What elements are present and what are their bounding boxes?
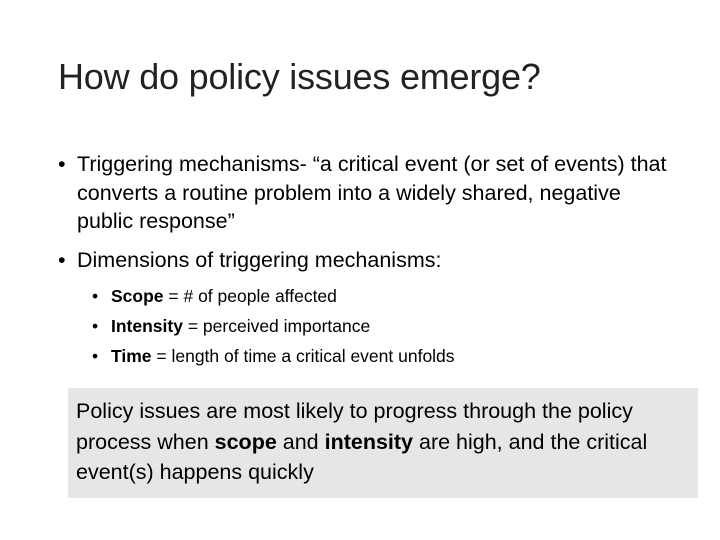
callout-bold-scope: scope bbox=[214, 429, 277, 454]
callout-bold-intensity: intensity bbox=[324, 429, 414, 454]
sub-bullet-list bbox=[92, 281, 678, 371]
bullet-triggering-mechanisms bbox=[58, 150, 678, 236]
bullet-dimensions bbox=[58, 246, 678, 275]
definition-scope: = # of people affected bbox=[163, 286, 337, 306]
bullet-text: Triggering mechanisms- “a critical event (or set of events) that converts a routine problem into a widely shared, negative public response” bbox=[77, 152, 667, 233]
bullet-marker: • bbox=[58, 247, 66, 272]
term-intensity: Intensity bbox=[111, 316, 183, 336]
callout-text-3: are high, and the critical event(s) happens quickly bbox=[76, 429, 648, 484]
definition-time: = length of time a critical event unfolds bbox=[151, 346, 455, 366]
definition-intensity: = perceived importance bbox=[182, 316, 371, 336]
sub-bullet-scope bbox=[92, 281, 678, 311]
slide-title: How do policy issues emerge? bbox=[58, 56, 541, 97]
bullet-list bbox=[58, 150, 678, 371]
sub-bullet-marker: • bbox=[92, 286, 99, 306]
sub-bullet-marker: • bbox=[92, 316, 99, 336]
callout-box bbox=[68, 388, 698, 498]
bullet-marker: • bbox=[58, 152, 66, 176]
term-time: Time bbox=[111, 346, 152, 366]
callout-text-1: Policy issues are most likely to progress through the policy process when bbox=[76, 399, 633, 454]
sub-bullet-intensity bbox=[92, 311, 678, 341]
term-scope: Scope bbox=[111, 286, 164, 306]
bullet-text: Dimensions of triggering mechanisms: bbox=[77, 247, 442, 272]
callout-text-2: and bbox=[276, 429, 325, 454]
sub-bullet-time bbox=[92, 341, 678, 371]
sub-bullet-marker: • bbox=[92, 346, 99, 366]
